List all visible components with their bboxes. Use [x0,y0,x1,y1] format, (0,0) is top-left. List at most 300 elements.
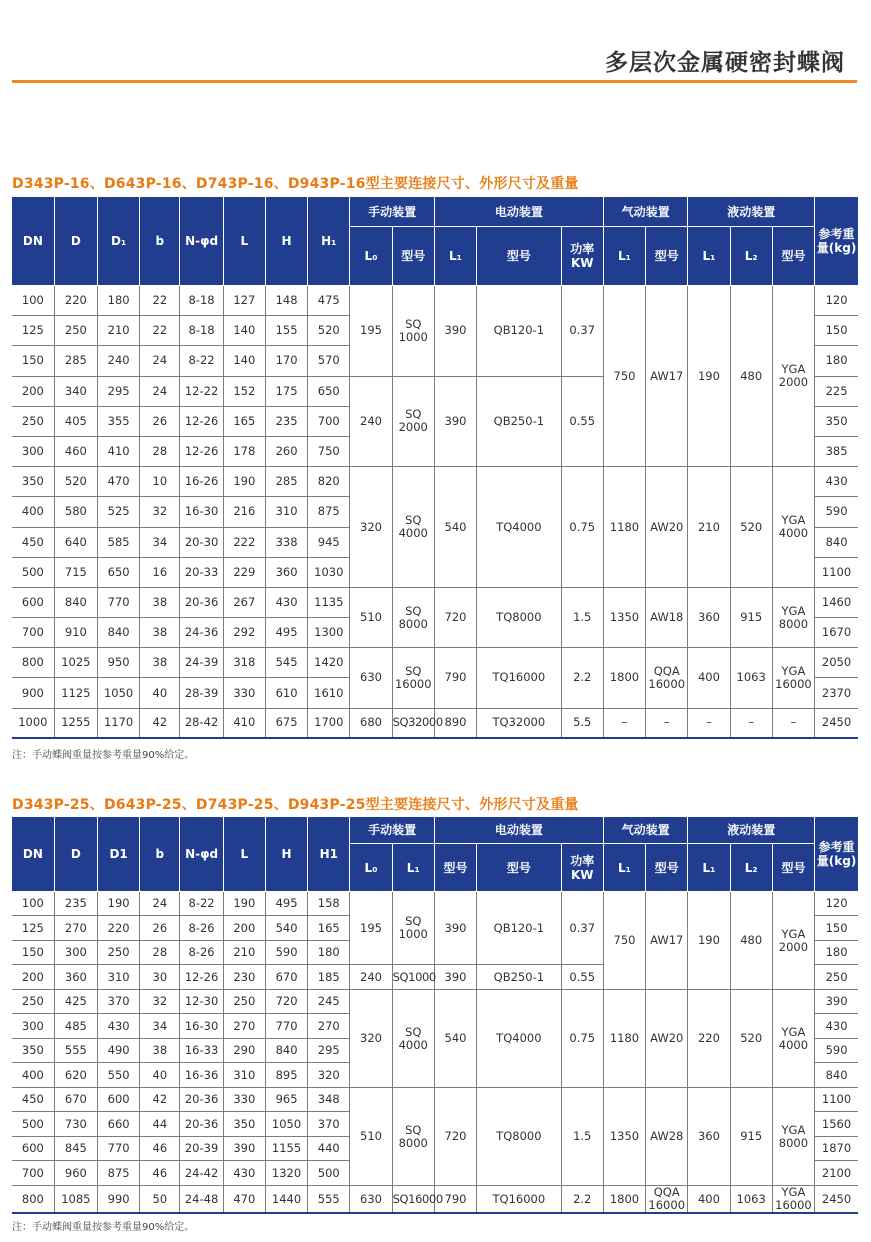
group-hydraulic: 液动装置 [688,197,815,227]
header-hyd-model: 型号 [772,227,814,286]
cell-l: 127 [223,286,265,316]
hydraulic-l2: 480 [730,286,772,467]
hydraulic-model: YGA 4000 [772,467,814,588]
manual-model: SQ 1000 [392,286,434,377]
electric-model: TQ8000 [477,587,561,647]
group-pneumatic: 气动装置 [603,197,687,227]
cell-dn: 900 [12,678,54,708]
cell-d: 405 [54,406,97,436]
cell-h: 148 [265,286,307,316]
pneumatic-l: – [603,708,645,738]
cell-dn: 300 [12,436,54,466]
cell-l: 350 [223,1112,265,1137]
cell-weight: 390 [815,990,858,1014]
cell-weight: 590 [815,497,858,527]
cell-dn: 150 [12,941,54,965]
cell-b: 26 [140,916,180,941]
hydraulic-l1: 190 [688,892,730,990]
cell-weight: 1460 [815,587,858,617]
electric-power: 1.5 [561,587,603,647]
cell-l: 290 [223,1039,265,1063]
cell-l: 216 [223,497,265,527]
table-row [12,1088,858,1112]
cell-dn: 500 [12,1112,54,1137]
cell-b: 38 [140,587,180,617]
header-elec-model: 型号 [477,227,561,286]
hydraulic-model: YGA 2000 [772,892,814,990]
header-weight: 参考重量(kg) [815,197,858,286]
header-hyd-l2: L₂ [730,227,772,286]
cell-d1: 430 [97,1014,139,1039]
cell-nphi: 16-30 [180,497,223,527]
hydraulic-model: YGA 4000 [772,990,814,1088]
cell-dn: 300 [12,1014,54,1039]
cell-b: 38 [140,1039,180,1063]
table2-title: D343P-25、D643P-25、D743P-25、D943P-25型主要连接尺寸、外形尺寸及重量 [12,797,579,813]
header-h: H [265,817,307,892]
cell-l: 318 [223,648,265,678]
cell-b: 22 [140,286,180,316]
header-d1: D1 [97,817,139,892]
cell-dn: 125 [12,916,54,941]
cell-h1: 1700 [308,708,350,738]
cell-l: 140 [223,346,265,376]
cell-weight: 2050 [815,648,858,678]
cell-weight: 180 [815,346,858,376]
cell-h1: 1300 [308,618,350,648]
electric-model: TQ4000 [477,990,561,1088]
cell-weight: 1100 [815,557,858,587]
manual-l: 680 [350,708,392,738]
cell-d: 845 [54,1137,97,1161]
cell-h: 840 [265,1039,307,1063]
cell-b: 26 [140,406,180,436]
cell-weight: 2100 [815,1161,858,1186]
cell-d1: 490 [97,1039,139,1063]
cell-d: 425 [54,990,97,1014]
hydraulic-l1: 190 [688,286,730,467]
cell-d1: 250 [97,941,139,965]
electric-l: 390 [434,892,476,965]
cell-nphi: 8-18 [180,316,223,346]
cell-d1: 550 [97,1063,139,1088]
manual-l: 510 [350,587,392,647]
cell-h: 235 [265,406,307,436]
cell-l: 165 [223,406,265,436]
header-manual-l: L₀ [350,844,392,892]
cell-h: 495 [265,892,307,916]
cell-h: 895 [265,1063,307,1088]
cell-b: 32 [140,990,180,1014]
group-pneumatic: 气动装置 [603,817,687,844]
cell-d1: 585 [97,527,139,557]
header-d: D [54,817,97,892]
group-hydraulic: 液动装置 [688,817,815,844]
table-row [12,990,858,1014]
cell-l: 270 [223,1014,265,1039]
cell-dn: 400 [12,1063,54,1088]
cell-b: 44 [140,1112,180,1137]
cell-b: 24 [140,346,180,376]
cell-b: 38 [140,618,180,648]
header-pneu-model: 型号 [646,227,688,286]
cell-d: 485 [54,1014,97,1039]
electric-model: TQ8000 [477,1088,561,1186]
pneumatic-model: AW20 [646,467,688,588]
electric-l: 890 [434,708,476,738]
pneumatic-model: AW18 [646,587,688,647]
cell-d: 620 [54,1063,97,1088]
header-elec-model2: 型号 [477,844,561,892]
hydraulic-l2: 480 [730,892,772,990]
cell-b: 16 [140,557,180,587]
cell-weight: 590 [815,1039,858,1063]
pneumatic-l: 1800 [603,1186,645,1214]
cell-l: 190 [223,892,265,916]
manual-l: 630 [350,648,392,708]
cell-dn: 150 [12,346,54,376]
electric-l: 720 [434,587,476,647]
cell-h: 155 [265,316,307,346]
header-h: H [265,197,307,286]
pneumatic-model: AW20 [646,990,688,1088]
cell-weight: 840 [815,527,858,557]
cell-d1: 600 [97,1088,139,1112]
header-weight: 参考重量(kg) [815,817,858,892]
electric-l: 540 [434,990,476,1088]
cell-d1: 950 [97,648,139,678]
pneumatic-model: QQA 16000 [646,1186,688,1214]
cell-d: 220 [54,286,97,316]
table2-note: 注：手动蝶阀重量按参考重量90%给定。 [12,1222,195,1233]
cell-l: 140 [223,316,265,346]
cell-b: 28 [140,941,180,965]
cell-weight: 180 [815,941,858,965]
table-row [12,1186,858,1214]
cell-weight: 120 [815,286,858,316]
cell-h: 720 [265,990,307,1014]
cell-h: 430 [265,587,307,617]
cell-b: 40 [140,678,180,708]
header-hyd-l1: L₁ [688,844,730,892]
cell-nphi: 20-36 [180,587,223,617]
header-l: L [223,817,265,892]
manual-l: 510 [350,1088,392,1186]
cell-h1: 370 [308,1112,350,1137]
cell-dn: 350 [12,467,54,497]
cell-h: 260 [265,436,307,466]
electric-power: 1.5 [561,1088,603,1186]
cell-dn: 125 [12,316,54,346]
hydraulic-l1: 220 [688,990,730,1088]
cell-nphi: 20-39 [180,1137,223,1161]
cell-d: 250 [54,316,97,346]
manual-l: 240 [350,376,392,467]
cell-h: 170 [265,346,307,376]
cell-h: 1050 [265,1112,307,1137]
electric-l: 720 [434,1088,476,1186]
cell-b: 40 [140,1063,180,1088]
cell-h1: 500 [308,1161,350,1186]
manual-model: SQ 4000 [392,990,434,1088]
group-manual: 手动装置 [350,197,434,227]
cell-nphi: 24-42 [180,1161,223,1186]
manual-model: SQ1000 [392,965,434,990]
cell-d1: 1170 [97,708,139,738]
cell-dn: 400 [12,497,54,527]
cell-h1: 165 [308,916,350,941]
electric-model: QB120-1 [477,892,561,965]
cell-weight: 840 [815,1063,858,1088]
header-d: D [54,197,97,286]
cell-l: 250 [223,990,265,1014]
cell-h: 495 [265,618,307,648]
cell-dn: 600 [12,1137,54,1161]
cell-nphi: 8-22 [180,346,223,376]
cell-nphi: 12-30 [180,990,223,1014]
manual-model: SQ 2000 [392,376,434,467]
header-nphi: N-φd [180,817,223,892]
table1-note: 注：手动蝶阀重量按参考重量90%给定。 [12,750,195,761]
electric-model: TQ16000 [477,1186,561,1214]
electric-model: QB120-1 [477,286,561,377]
hydraulic-l2: 520 [730,467,772,588]
cell-h1: 570 [308,346,350,376]
cell-l: 310 [223,1063,265,1088]
cell-h1: 555 [308,1186,350,1214]
cell-l: 230 [223,965,265,990]
header-dn: DN [12,197,54,286]
electric-power: 2.2 [561,1186,603,1214]
cell-h: 1320 [265,1161,307,1186]
electric-l: 790 [434,1186,476,1214]
cell-d: 730 [54,1112,97,1137]
cell-h1: 475 [308,286,350,316]
cell-l: 210 [223,941,265,965]
cell-b: 34 [140,527,180,557]
page-title: 多层次金属硬密封蝶阀 [605,50,845,76]
manual-l: 240 [350,965,392,990]
pneumatic-l: 750 [603,286,645,467]
cell-l: 390 [223,1137,265,1161]
hydraulic-l2: 1063 [730,1186,772,1214]
cell-nphi: 20-36 [180,1088,223,1112]
cell-d: 580 [54,497,97,527]
cell-d: 910 [54,618,97,648]
electric-l: 390 [434,376,476,467]
hydraulic-l2: 1063 [730,648,772,708]
cell-h: 670 [265,965,307,990]
cell-nphi: 20-30 [180,527,223,557]
cell-l: 430 [223,1161,265,1186]
hydraulic-model: YGA 2000 [772,286,814,467]
cell-dn: 600 [12,587,54,617]
cell-l: 178 [223,436,265,466]
pneumatic-model: AW17 [646,286,688,467]
header-h1: H1 [308,817,350,892]
cell-nphi: 28-39 [180,678,223,708]
cell-b: 24 [140,376,180,406]
manual-model: SQ 8000 [392,587,434,647]
cell-d1: 650 [97,557,139,587]
cell-h: 545 [265,648,307,678]
manual-model: SQ16000 [392,1186,434,1214]
cell-d: 520 [54,467,97,497]
cell-h1: 270 [308,1014,350,1039]
cell-h: 360 [265,557,307,587]
header-pneu-l: L₁ [603,227,645,286]
manual-model: SQ 16000 [392,648,434,708]
cell-b: 42 [140,708,180,738]
cell-b: 28 [140,436,180,466]
electric-model: TQ16000 [477,648,561,708]
cell-dn: 200 [12,965,54,990]
header-b: b [140,817,180,892]
cell-weight: 250 [815,965,858,990]
cell-nphi: 24-36 [180,618,223,648]
header-b: b [140,197,180,286]
header-manual-model: 型号 [392,227,434,286]
cell-b: 24 [140,892,180,916]
hydraulic-model: YGA 16000 [772,648,814,708]
hydraulic-model: YGA 16000 [772,1186,814,1214]
pneumatic-model: QQA 16000 [646,648,688,708]
electric-power: 0.37 [561,286,603,377]
cell-h1: 1135 [308,587,350,617]
title-rule [12,80,857,83]
cell-weight: 2450 [815,1186,858,1214]
header-hyd-l1: L₁ [688,227,730,286]
cell-b: 38 [140,648,180,678]
cell-dn: 700 [12,618,54,648]
cell-h: 338 [265,527,307,557]
cell-d: 555 [54,1039,97,1063]
header-elec-power: 功率KW [561,227,603,286]
cell-d1: 1050 [97,678,139,708]
table-row [12,892,858,916]
cell-weight: 150 [815,916,858,941]
cell-dn: 800 [12,1186,54,1214]
cell-d1: 180 [97,286,139,316]
cell-d: 840 [54,587,97,617]
cell-h: 1155 [265,1137,307,1161]
cell-b: 30 [140,965,180,990]
cell-nphi: 16-33 [180,1039,223,1063]
cell-h1: 650 [308,376,350,406]
cell-nphi: 12-26 [180,406,223,436]
cell-b: 22 [140,316,180,346]
hydraulic-model: – [772,708,814,738]
hydraulic-l2: – [730,708,772,738]
cell-l: 330 [223,1088,265,1112]
hydraulic-l2: 915 [730,587,772,647]
cell-nphi: 8-26 [180,941,223,965]
manual-l: 320 [350,990,392,1088]
cell-d1: 220 [97,916,139,941]
manual-l: 195 [350,286,392,377]
cell-d1: 190 [97,892,139,916]
cell-d: 270 [54,916,97,941]
hydraulic-model: YGA 8000 [772,1088,814,1186]
cell-l: 267 [223,587,265,617]
manual-l: 195 [350,892,392,965]
header-h1: H₁ [308,197,350,286]
electric-model: QB250-1 [477,965,561,990]
cell-nphi: 20-36 [180,1112,223,1137]
header-elec-l: L₁ [434,227,476,286]
cell-weight: 2450 [815,708,858,738]
cell-h1: 440 [308,1137,350,1161]
cell-d: 340 [54,376,97,406]
cell-b: 32 [140,497,180,527]
cell-h1: 875 [308,497,350,527]
header-elec-power: 功率KW [561,844,603,892]
hydraulic-l1: 400 [688,1186,730,1214]
cell-h1: 1610 [308,678,350,708]
hydraulic-l1: 210 [688,467,730,588]
cell-nphi: 8-26 [180,916,223,941]
electric-l: 540 [434,467,476,588]
cell-d: 640 [54,527,97,557]
cell-b: 50 [140,1186,180,1214]
cell-d: 360 [54,965,97,990]
manual-l: 630 [350,1186,392,1214]
cell-dn: 100 [12,286,54,316]
cell-nphi: 12-22 [180,376,223,406]
header-hyd-l2: L₂ [730,844,772,892]
cell-d1: 875 [97,1161,139,1186]
hydraulic-l2: 520 [730,990,772,1088]
cell-b: 46 [140,1161,180,1186]
cell-d1: 210 [97,316,139,346]
header-dn: DN [12,817,54,892]
cell-nphi: 24-39 [180,648,223,678]
electric-power: 5.5 [561,708,603,738]
pneumatic-l: 1180 [603,467,645,588]
cell-h: 590 [265,941,307,965]
cell-nphi: 24-48 [180,1186,223,1214]
cell-dn: 1000 [12,708,54,738]
cell-weight: 1100 [815,1088,858,1112]
table1-title: D343P-16、D643P-16、D743P-16、D943P-16型主要连接尺寸、外形尺寸及重量 [12,176,579,192]
cell-weight: 120 [815,892,858,916]
cell-l: 152 [223,376,265,406]
cell-h1: 245 [308,990,350,1014]
cell-h: 175 [265,376,307,406]
cell-d: 285 [54,346,97,376]
cell-d: 715 [54,557,97,587]
cell-weight: 225 [815,376,858,406]
cell-weight: 150 [815,316,858,346]
pneumatic-l: 1350 [603,1088,645,1186]
cell-h1: 1420 [308,648,350,678]
electric-power: 0.37 [561,892,603,965]
cell-d: 235 [54,892,97,916]
hydraulic-model: YGA 8000 [772,587,814,647]
cell-nphi: 16-36 [180,1063,223,1088]
electric-l: 390 [434,286,476,377]
cell-dn: 100 [12,892,54,916]
pneumatic-model: AW17 [646,892,688,990]
pneumatic-model: – [646,708,688,738]
cell-weight: 385 [815,436,858,466]
electric-l: 390 [434,965,476,990]
cell-d: 1085 [54,1186,97,1214]
hydraulic-l1: – [688,708,730,738]
electric-power: 0.75 [561,467,603,588]
header-l: L [223,197,265,286]
cell-h1: 295 [308,1039,350,1063]
